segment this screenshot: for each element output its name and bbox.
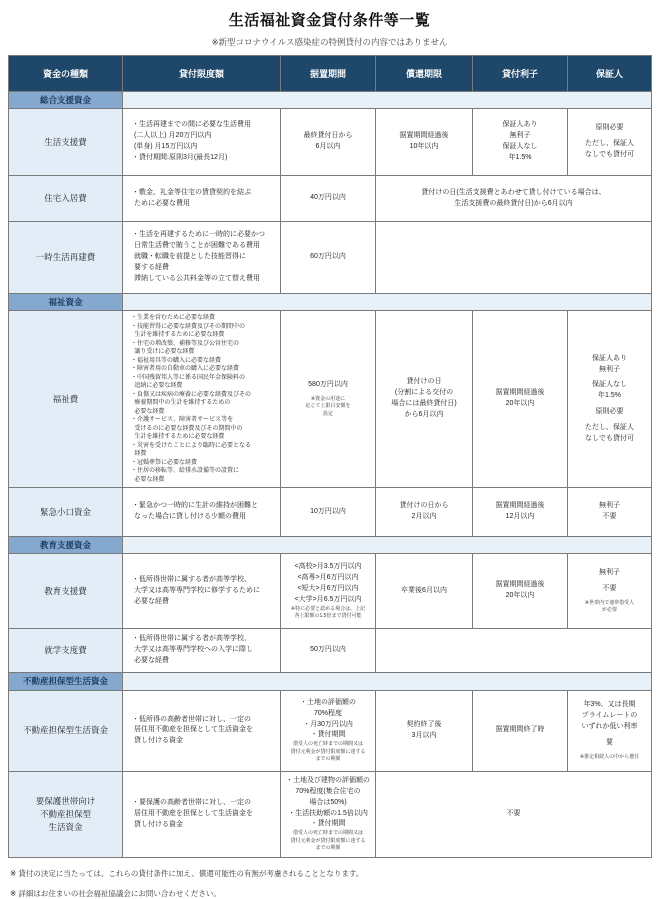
cell-line: 大学又は高等専門学校への入学に際し: [132, 646, 253, 654]
cell-note-line: 設定: [322, 410, 333, 417]
section-row-filler: [123, 672, 652, 690]
cell-line: <高校>月3.5万円以内: [294, 563, 362, 571]
cell-line: 契約終了後: [406, 721, 442, 728]
table-cell: [376, 222, 652, 294]
cell-line: ・要保護の高齢者世帯に対し、一定の: [132, 799, 251, 807]
table-cell: [123, 771, 281, 857]
cell-line: 貸付けの日(生活支援費とあわせて貸し付けている場合は、: [421, 188, 606, 196]
cell-note-line: ※特に必要と認める場合は、上記: [290, 605, 366, 612]
cell-line: 不動産担保型: [39, 808, 91, 819]
cell-line: 無利子: [599, 502, 620, 510]
table-cell: [281, 488, 376, 537]
cell-note-line: が必要: [601, 607, 617, 614]
cell-line: ・冠婚葬祭に必要な経費: [131, 459, 198, 466]
row-label: [9, 629, 123, 673]
page-subtitle: ※新型コロナウイルス感染症の特例貸付の内容ではありません: [211, 37, 448, 47]
cell-line: (二人以上) 月20万円以内: [132, 132, 212, 140]
table-cell: [568, 554, 652, 629]
table-cell: [281, 176, 376, 222]
column-header: 償還期限: [376, 56, 473, 92]
cell-line: ・障害者用の自動車の購入に必要な経費: [131, 366, 240, 373]
cell-line: 原則必要: [595, 124, 624, 132]
cell-line: 60万円以内: [310, 253, 346, 261]
spacer: [378, 648, 649, 653]
cell-line: ・負傷又は疾病の療養に必要な経費及びその: [131, 391, 252, 398]
table-cell: [473, 488, 568, 537]
cell-line: 据置期間終了時: [495, 726, 545, 734]
section-row-filler: [123, 294, 652, 311]
cell-line: 就学支度費: [44, 645, 87, 656]
cell-line: 年3%、又は長期: [583, 701, 636, 709]
cell-line: 12月以内: [505, 513, 535, 521]
cell-line: 40万円以内: [310, 194, 346, 202]
cell-line: ・低所得の高齢者世帯に対し、一定の: [132, 715, 251, 723]
cell-line: ・生活扶助額の1.5倍以内: [288, 809, 368, 817]
cell-line: いずれか低い利率: [581, 723, 638, 731]
table-cell: [473, 690, 568, 771]
section-row-filler: [123, 537, 652, 554]
table-cell: [376, 629, 652, 673]
table-cell: [281, 311, 376, 488]
cell-line: ・技能習得に必要な経費及びその期間中の: [131, 323, 246, 330]
cell-line: 追納に必要な経費: [131, 383, 183, 390]
table-cell: [123, 222, 281, 294]
cell-line: 大学又は高等専門学校に修学するために: [132, 586, 260, 594]
cell-line: ために必要な費用: [132, 199, 190, 207]
cell-line: (単身) 月15万円以内: [132, 143, 198, 150]
cell-line: 居住用不動産を担保として生活資金を: [132, 809, 253, 817]
cell-line: 生計を維持するために必要な経費: [131, 434, 225, 441]
table-cell: [123, 488, 281, 537]
cell-line: (分割による交付の: [394, 389, 454, 397]
table-cell: [473, 109, 568, 176]
cell-line: ・生活を再建するために一時的に必要かつ: [132, 231, 265, 239]
cell-line: 必要な経費: [132, 657, 169, 664]
cell-line: ・生活再建までの間に必要な生活費用: [132, 121, 251, 129]
cell-line: 無利子: [599, 365, 620, 373]
row-label: [9, 222, 123, 294]
cell-line: 一時生活再建費: [35, 252, 96, 263]
table-row: [9, 690, 652, 771]
cell-line: ・緊急かつ一時的に生計の維持が困難と: [132, 502, 258, 510]
cell-line: ・貸付期間:原則3月(最長12月): [132, 153, 228, 161]
cell-line: 貸し付ける資金: [132, 820, 183, 828]
cell-line: ・災害を受けたことにより臨時に必要となる: [131, 442, 252, 449]
cell-line: プライムレートの: [581, 712, 638, 720]
table-cell: [123, 176, 281, 222]
cell-line: 受けるのに必要な経費及びその期間中の: [131, 425, 243, 432]
cell-line: 教育支援費: [44, 585, 87, 596]
table-cell: [281, 554, 376, 629]
cell-line: 10万円以内: [310, 507, 346, 515]
cell-line: 必要な経費: [131, 408, 165, 415]
cell-line: <大学>月6.5万円以内: [294, 595, 362, 603]
table-row: [9, 488, 652, 537]
cell-line: 最終貸付日から: [303, 132, 353, 140]
cell-line: 日常生活費で賄うことが困難である費用: [132, 242, 260, 250]
cell-line: 不要: [602, 513, 617, 521]
table-cell: [376, 488, 473, 537]
cell-line: なった場合に貸し付ける少額の費用: [132, 513, 246, 521]
table-cell: [376, 311, 473, 488]
cell-line: ・月30万円以内: [303, 720, 353, 728]
cell-line: ・土地及び建物の評価額の: [286, 776, 370, 784]
row-label: [9, 488, 123, 537]
cell-line: 経費: [131, 451, 147, 458]
cell-line: 据置期間経過後: [495, 502, 545, 510]
cell-line: 生活支援費: [44, 136, 87, 147]
cell-line: <高専>月6万円以内: [297, 573, 359, 581]
cell-line: ・生業を営むために必要な経費: [131, 315, 216, 321]
section-row: [9, 672, 652, 690]
cell-line: 不動産担保型生活資金: [22, 725, 108, 736]
row-label: [9, 176, 123, 222]
cell-line: ただし、保証人: [585, 423, 634, 431]
table-cell: [281, 690, 376, 771]
cell-note-line: ※世帯内で連帯借受人: [584, 599, 635, 606]
cell-note-line: 借受人の死亡時までの期間又は: [292, 830, 363, 837]
cell-line: 580万円以内: [308, 380, 348, 388]
column-header: 保証人: [568, 56, 652, 92]
table-row: [9, 771, 652, 857]
cell-line: 据置期間経過後: [495, 389, 545, 397]
cell-line: ・敷金、礼金等住宅の賃貸契約を結ぶ: [132, 188, 251, 196]
cell-line: 70%程度(集合住宅の: [295, 787, 361, 795]
cell-line: 不要: [506, 809, 521, 817]
table-cell: [123, 629, 281, 673]
footer-note: ※ 詳細はお住まいの社会福祉協議会にお問い合わせください。: [10, 888, 221, 898]
table-body: [9, 92, 652, 858]
cell-line: 無利子: [509, 132, 531, 140]
cell-line: 貸付けの日から: [399, 502, 449, 510]
loan-conditions-table: [8, 55, 652, 858]
cell-line: 不要: [602, 584, 617, 592]
row-label: [9, 690, 123, 771]
table-cell: [473, 554, 568, 629]
cell-line: 卒業後6月以内: [401, 586, 447, 594]
cell-line: ・住宅の増改築、補修等及び公営住宅の: [131, 340, 240, 347]
cell-line: 保証人あり: [592, 354, 627, 362]
table-cell: [568, 488, 652, 537]
cell-line: 要: [606, 738, 613, 746]
table-row: [9, 222, 652, 294]
cell-line: 緊急小口資金: [39, 506, 91, 517]
cell-line: 滞納している公共料金等の立て替え費用: [132, 274, 260, 282]
cell-line: 70%程度: [313, 709, 342, 717]
spacer: [378, 255, 649, 260]
cell-line: 50万円以内: [310, 646, 346, 654]
cell-line: 生活資金: [48, 821, 83, 832]
row-label: [9, 311, 123, 488]
row-label: [9, 554, 123, 629]
page-title: 生活福祉資金貸付条件等一覧: [228, 12, 431, 29]
cell-line: ・福祉用具等の購入に必要な経費: [131, 357, 222, 364]
cell-line: 年1.5%: [508, 153, 532, 161]
cell-note-line: ※推定相続人の中から選任: [579, 753, 640, 760]
cell-line: 無利子: [599, 568, 620, 576]
cell-line: 場合には最終貸付日): [391, 400, 457, 408]
cell-line: 住宅入居費: [44, 193, 87, 204]
footer-note: ※ 貸付の決定に当たっては、これらの貸付条件に加え、償還可能性の有無が考慮されることとなります。: [10, 868, 364, 878]
header-row: [9, 56, 652, 92]
cell-line: 20年以内: [505, 592, 535, 600]
cell-note-line: までの期間: [315, 756, 341, 763]
cell-line: 10年以内: [409, 143, 439, 150]
cell-line: 2月以内: [411, 513, 437, 521]
cell-line: ・土地の評価額の: [300, 698, 356, 706]
cell-line: ・貸付期間: [310, 731, 346, 739]
section-label: 教育支援資金: [9, 537, 123, 554]
cell-line: 20年以内: [505, 400, 535, 408]
cell-line: 生活支援費の最終貸付日)から6月以内: [454, 199, 573, 207]
cell-note-line: 借受人の死亡時までの期間又は: [292, 741, 363, 748]
cell-line: ・住居の移転等、給排水設備等の設置に: [131, 468, 240, 475]
table-cell: [376, 176, 652, 222]
column-header: 貸付利子: [473, 56, 568, 92]
cell-line: なしでも貸付可: [585, 150, 634, 158]
table-cell: [376, 771, 652, 857]
table-cell: [281, 771, 376, 857]
cell-note-line: 貸付元利金が貸付限度額に達する: [290, 748, 366, 755]
cell-line: 必要な経費: [132, 597, 169, 605]
section-label: 不動産担保型生活資金: [9, 672, 123, 690]
cell-line: 要保護世帯向け: [35, 796, 96, 807]
table-cell: [376, 690, 473, 771]
table-cell: [568, 690, 652, 771]
table-cell: [376, 109, 473, 176]
cell-line: 3月以内: [411, 731, 437, 739]
cell-note-line: ※資金の用途に: [310, 395, 346, 402]
table-cell: [123, 554, 281, 629]
cell-line: ・介護サービス、障害者サービス等を: [131, 417, 234, 424]
column-header: 貸付限度額: [123, 56, 281, 92]
cell-line: 生計を維持するために必要な経費: [131, 332, 225, 339]
table-row: [9, 176, 652, 222]
cell-note-line: 各上限額の1.5倍まで貸付可能: [294, 613, 362, 619]
column-header: 据置期間: [281, 56, 376, 92]
table-row: [9, 311, 652, 488]
cell-line: ・貸付期間: [310, 820, 346, 828]
section-label: 福祉資金: [9, 294, 123, 311]
table-cell: [281, 109, 376, 176]
cell-line: 据置期間経過後: [495, 581, 545, 589]
cell-line: から6月以内: [404, 411, 444, 418]
cell-line: 貸付けの日: [406, 378, 442, 386]
cell-line: 6月以内: [315, 143, 341, 150]
cell-line: 要する経費: [132, 263, 169, 271]
table-cell: [123, 311, 281, 488]
cell-line: 年1.5%: [598, 392, 621, 400]
section-row: [9, 537, 652, 554]
table-cell: [376, 554, 473, 629]
footer-notes: [10, 868, 659, 899]
cell-line: 就職・転職を前提とした技能習得に: [132, 253, 246, 261]
cell-note-line: までの期間: [315, 845, 341, 852]
cell-line: なしでも貸付可: [585, 434, 634, 442]
cell-note-line: 応じて上限目安額を: [305, 403, 351, 410]
table-row: [9, 109, 652, 176]
table-cell: [281, 222, 376, 294]
section-row-filler: [123, 92, 652, 109]
table-cell: [473, 311, 568, 488]
row-label: [9, 109, 123, 176]
cell-line: 保証人なし: [592, 381, 627, 389]
table-cell: [568, 109, 652, 176]
cell-line: ・低所得世帯に属する者が高等学校、: [132, 576, 251, 584]
section-label: 総合支援資金: [9, 92, 123, 109]
cell-line: 貸し付ける資金: [132, 737, 183, 745]
table-cell: [568, 311, 652, 488]
cell-line: 保証人あり: [502, 121, 538, 129]
row-label: [9, 771, 123, 857]
cell-line: 保証人なし: [502, 143, 538, 150]
cell-line: <短大>月6万円以内: [297, 584, 359, 592]
cell-line: 据置期間経過後: [399, 132, 449, 140]
table-row: [9, 629, 652, 673]
table-cell: [123, 109, 281, 176]
section-row: [9, 294, 652, 311]
cell-line: 福祉費: [52, 393, 79, 404]
cell-line: ただし、保証人: [585, 140, 634, 148]
cell-line: 居住用不動産を担保として生活資金を: [132, 726, 253, 734]
table-cell: [281, 629, 376, 673]
section-row: [9, 92, 652, 109]
cell-line: ・中国残留邦人等に係る国民年金保険料の: [131, 374, 246, 381]
cell-line: 場合は50%): [309, 798, 347, 806]
table-cell: [123, 690, 281, 771]
cell-line: 譲り受けに必要な経費: [131, 349, 195, 356]
column-header: 資金の種類: [9, 56, 123, 92]
cell-line: 療養期間中の生計を維持するための: [131, 400, 231, 407]
table-row: [9, 554, 652, 629]
cell-line: 原則必要: [595, 408, 624, 416]
cell-line: ・低所得世帯に属する者が高等学校、: [132, 635, 251, 643]
cell-line: 必要な経費: [131, 476, 165, 483]
cell-note-line: 貸付元利金が貸付限度額に達する: [290, 837, 366, 844]
